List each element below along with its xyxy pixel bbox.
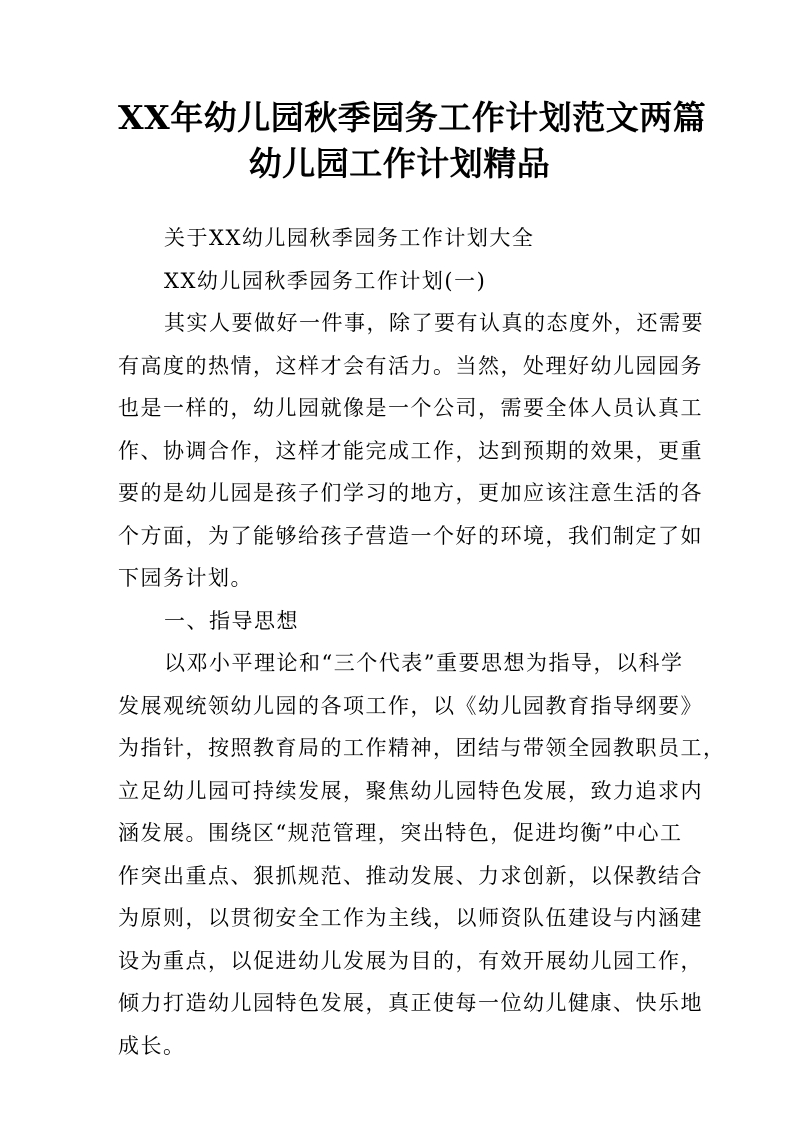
paragraph-line: 其实人要做好一件事，除了要有认真的态度外，还需要 bbox=[164, 311, 704, 335]
paragraph-line: 作、协调合作，这样才能完成工作，达到预期的效果，更重 bbox=[118, 438, 703, 463]
title-line-2: 幼儿园工作计划精品 bbox=[248, 144, 551, 183]
title-line-1: XX年幼儿园秋季园务工作计划范文两篇 bbox=[118, 98, 707, 137]
paragraph-line: 为指针，按照教育局的工作精神，团结与带领全园教职员工， bbox=[118, 736, 726, 760]
paragraph-line: 设为重点，以促进幼儿发展为目的，有效开展幼儿园工作， bbox=[118, 948, 703, 973]
paragraph-line: 也是一样的，幼儿园就像是一个公司，需要全体人员认真工 bbox=[118, 396, 703, 420]
paragraph-guiding-thought bbox=[118, 642, 726, 1067]
document-title bbox=[118, 95, 707, 187]
paragraph-line: 涵发展。围绕区“规范管理，突出特色，促进均衡”中心工 bbox=[118, 821, 683, 845]
paragraph-line: 以邓小平理论和“三个代表”重要思想为指导，以科学 bbox=[164, 651, 684, 675]
paragraph-line: 作突出重点、狠抓规范、推动发展、力求创新，以保教结合 bbox=[118, 863, 703, 888]
paragraph-line: 发展观统领幼儿园的各项工作，以《幼儿园教育指导纲要》 bbox=[118, 693, 703, 718]
paragraph-line: 倾力打造幼儿园特色发展，真正使每一位幼儿健康、快乐地 bbox=[118, 991, 703, 1015]
section-title: XX幼儿园秋季园务工作计划(一) bbox=[164, 268, 487, 293]
paragraph-intro bbox=[118, 302, 704, 600]
paragraph-line: 个方面，为了能够给孩子营造一个好的环境，我们制定了如 bbox=[118, 523, 703, 548]
paragraph-line: 有高度的热情，这样才会有活力。当然，处理好幼儿园园务 bbox=[118, 353, 703, 378]
paragraph-line: 要的是幼儿园是孩子们学习的地方，更加应该注意生活的各 bbox=[118, 481, 703, 505]
paragraph-line: 为原则，以贯彻安全工作为主线，以师资队伍建设与内涵建 bbox=[118, 906, 703, 930]
paragraph-line: 成长。 bbox=[118, 1033, 186, 1058]
paragraph-line: 立足幼儿园可持续发展，聚焦幼儿园特色发展，致力追求内 bbox=[118, 778, 703, 803]
paragraph-line: 下园务计划。 bbox=[118, 566, 253, 590]
subtitle: 关于XX幼儿园秋季园务工作计划大全 bbox=[164, 226, 535, 250]
document-body bbox=[118, 217, 726, 1067]
section-heading: 一、指导思想 bbox=[164, 608, 299, 633]
